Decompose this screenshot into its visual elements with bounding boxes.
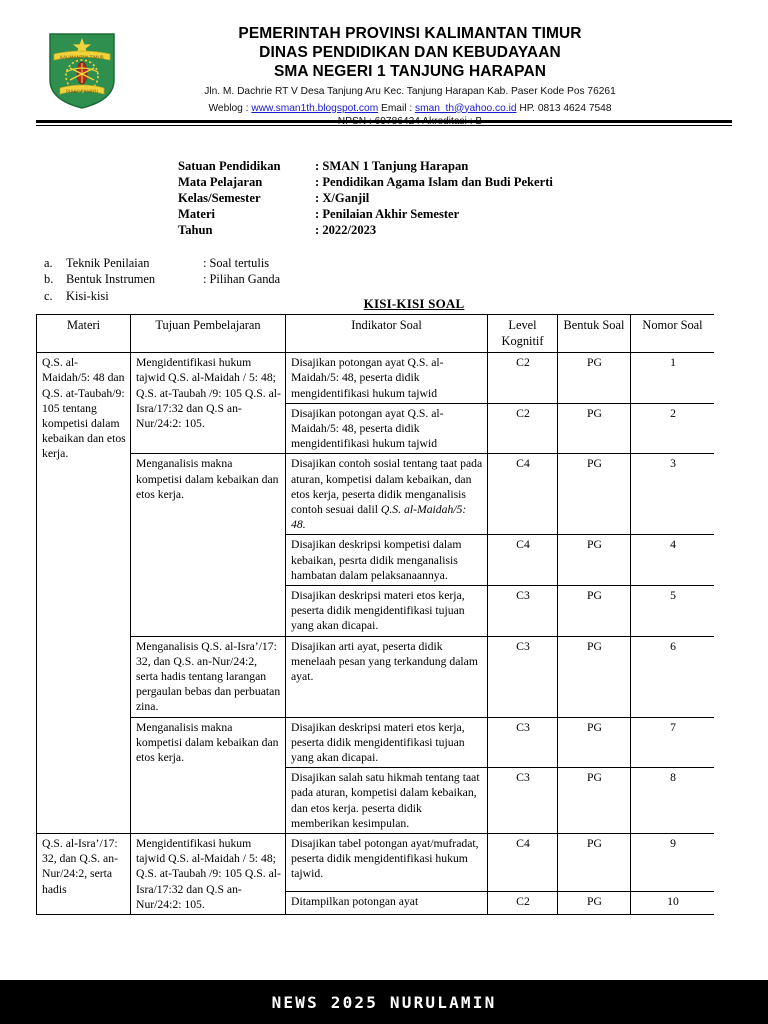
list-label: Kisi-kisi [66,288,109,303]
identity-key: Mata Pelajaran [178,175,263,190]
list-value: : Soal tertulis [203,256,270,270]
col-header-materi: Materi [37,315,131,353]
cell-bentuk: PG [558,586,631,637]
identity-value: : Pendidikan Agama Islam dan Budi Pekerti [315,175,553,190]
cell-level: C2 [488,891,558,914]
divider-thick-rule [36,120,732,123]
svg-text:RUHUI RAHAYU: RUHUI RAHAYU [66,89,98,94]
kisi-kisi-soal-title [0,296,768,312]
cell-indikator: Disajikan potongan ayat Q.S. al-Maidah/5: 48, peserta didik mengidentifikasi hukum tajwid [286,353,488,404]
cell-indikator [286,454,488,535]
cell-indikator: Disajikan deskripsi materi etos kerja, peserta didik mengidentifikasi tujuan yang akan dicapai. [286,586,488,637]
cell-bentuk: PG [558,768,631,834]
cell-materi: Q.S. al-Isra’/17: 32, dan Q.S. an-Nur/24:2, serta hadis [37,834,131,915]
cell-tujuan: Menganalisis makna kompetisi dalam kebaikan dan etos kerja. [131,717,286,833]
identity-value: : 2022/2023 [315,223,377,238]
school-address [128,85,692,99]
cell-level: C3 [488,586,558,637]
list-value: : Pilihan Ganda [203,272,281,287]
list-item [44,271,280,287]
cell-nomor: 9 [631,834,715,892]
kalimantan-timur-emblem-icon [46,28,118,112]
cell-level: C4 [488,454,558,535]
kisi-kisi-table [36,314,714,915]
identity-row [178,222,553,238]
weblog-label: Weblog : [208,102,252,114]
cell-level: C2 [488,353,558,404]
cell-tujuan: Menganalisis Q.S. al-Isra’/17: 32, dan Q.S. an-Nur/24:2, serta hadis tentang larangan pergaulan bebas dan perbuatan zina. [131,636,286,717]
cell-bentuk: PG [558,535,631,586]
footer-banner-text: NEWS 2025 NURULAMIN [271,992,497,1012]
table-body [37,353,715,915]
list-marker: a. [44,256,53,270]
indikator-dalil-italic: Q.S. al-Maidah/5: 48. [291,503,467,532]
cell-indikator: Disajikan salah satu hikmah tentang taat pada aturan, kompetisi dalam kebaikan, dan etos kerja. peserta didik memberikan kesimpulan. [286,768,488,834]
header-divider [0,120,768,126]
col-header-indikator: Indikator Soal [286,315,488,353]
col-header-bentuk: Bentuk Soal [558,315,631,353]
list-marker: b. [44,272,54,287]
cell-nomor: 2 [631,403,715,454]
school-logo [36,24,128,112]
list-label: Teknik Penilaian [66,256,150,270]
kisi-kisi-table-container [36,314,714,980]
identity-value: : SMAN 1 Tanjung Harapan [315,159,469,173]
table-row [37,834,715,892]
identity-key: Tahun [178,223,213,238]
table-header-row [37,315,715,353]
col-header-tujuan: Tujuan Pembelajaran [131,315,286,353]
cell-nomor: 4 [631,535,715,586]
cell-tujuan: Mengidentifikasi hukum tajwid Q.S. al-Maidah / 5: 48; Q.S. at-Taubah /9: 105 Q.S. al-Isra/17:32 dan Q.S an-Nur/24:2: 105. [131,834,286,915]
identity-key: Materi [178,207,216,222]
phone-text: HP. 0813 4624 7548 [516,102,612,114]
identity-row [178,158,553,174]
col-header-nomor: Nomor Soal [631,315,715,353]
cell-indikator: Disajikan tabel potongan ayat/mufradat, peserta didik mengidentifikasi hukum tajwid. [286,834,488,892]
list-item [44,255,280,271]
identity-row [178,174,553,190]
cell-nomor: 3 [631,454,715,535]
identity-value: : Penilaian Akhir Semester [315,207,460,222]
school-contact-line [128,102,692,116]
list-label: Bentuk Instrumen [66,272,156,287]
cell-indikator: Disajikan potongan ayat Q.S. al-Maidah/5: 48, peserta didik mengidentifikasi hukum tajwid [286,403,488,454]
cell-tujuan: Mengidentifikasi hukum tajwid Q.S. al-Maidah / 5: 48; Q.S. at-Taubah /9: 105 Q.S. al-Isra/17:32 dan Q.S an-Nur/24:2: 105. [131,353,286,454]
cell-bentuk: PG [558,717,631,768]
department-line: DINAS PENDIDIKAN DAN KEBUDAYAAN [259,44,561,61]
identity-row [178,206,553,222]
cell-bentuk: PG [558,353,631,404]
weblog-link[interactable]: www.sman1th.blogspot.com [251,102,379,114]
indikator-text: Disajikan contoh sosial tentang taat pada aturan, kompetisi dalam kebaikan, dan etos kerja, peserta didik menganalisis contoh sesuai dalil [291,457,483,517]
col-header-level: Level Kognitif [488,315,558,353]
table-row [37,353,715,404]
cell-bentuk: PG [558,636,631,717]
identity-key: Kelas/Semester [178,191,261,206]
kisi-title-text: KISI-KISI SOAL [363,296,465,311]
cell-nomor: 5 [631,586,715,637]
divider-thin-rule [36,125,732,126]
cell-level: C4 [488,834,558,892]
cell-nomor: 6 [631,636,715,717]
cell-indikator: Disajikan deskripsi materi etos kerja, peserta didik mengidentifikasi tujuan yang akan dicapai. [286,717,488,768]
cell-level: C3 [488,636,558,717]
cell-nomor: 7 [631,717,715,768]
address-text: Jln. M. Dachrie RT V Desa Tanjung Aru Kec. Tanjung Harapan Kab. Paser Kode Pos 76261 [204,86,616,97]
govt-province-line: PEMERINTAH PROVINSI KALIMANTAN TIMUR [238,25,582,42]
cell-level: C3 [488,768,558,834]
cell-nomor: 1 [631,353,715,404]
cell-bentuk: PG [558,834,631,892]
cell-level: C3 [488,717,558,768]
identity-value: : X/Ganjil [315,191,370,206]
cell-indikator: Disajikan deskripsi kompetisi dalam kebaikan, pesrta didik menganalisis hambatan dalam pelaksanaannya. [286,535,488,586]
letterhead [0,24,768,129]
school-name-line: SMA NEGERI 1 TANJUNG HARAPAN [273,63,547,80]
cell-level: C4 [488,535,558,586]
cell-bentuk: PG [558,403,631,454]
cell-nomor: 10 [631,891,715,914]
cell-tujuan: Menganalisis makna kompetisi dalam kebaikan dan etos kerja. [131,454,286,636]
cell-indikator: Disajikan arti ayat, peserta didik menelaah pesan yang terkandung dalam ayat. [286,636,488,717]
table-row [37,454,715,535]
cell-bentuk: PG [558,454,631,535]
svg-text:KALIMANTAN TIMUR: KALIMANTAN TIMUR [60,56,104,61]
identity-key: Satuan Pendidikan [178,159,281,173]
email-label: Email : [378,102,415,114]
identity-block [178,158,553,238]
table-row [37,636,715,717]
cell-nomor: 8 [631,768,715,834]
identity-row [178,190,553,206]
cell-indikator: Ditampilkan potongan ayat [286,891,488,914]
cell-bentuk: PG [558,891,631,914]
email-link[interactable]: sman_th@yahoo.co.id [414,102,517,114]
footer-banner [0,980,768,1024]
cell-materi: Q.S. al-Maidah/5: 48 dan Q.S. at-Taubah/9: 105 tentang kompetisi dalam kebaikan dan etos kerja. [37,353,131,834]
list-marker: c. [44,288,53,303]
cell-level: C2 [488,403,558,454]
table-row [37,717,715,768]
